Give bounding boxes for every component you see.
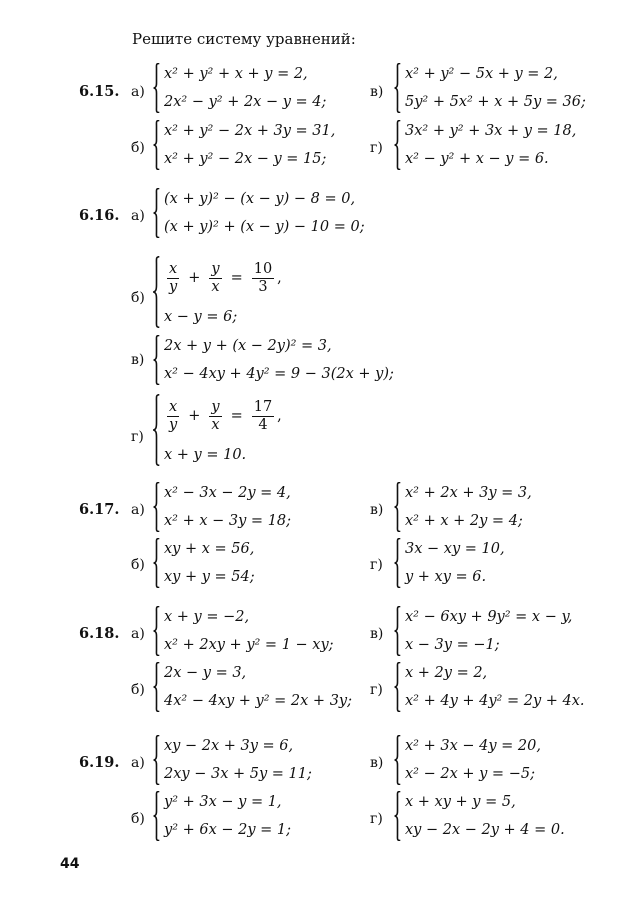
system-6-16-v (153, 335, 394, 385)
eq-line: x² + y² − 5x + y = 2, (405, 66, 558, 82)
fraction: $\frac{17}{4}$ (253, 398, 273, 433)
eq-line: 3x² + y² + 3x + y = 18, (405, 123, 577, 139)
brace-icon (394, 662, 401, 712)
label-6-17-g: г) (370, 557, 383, 573)
eq-line: x² + 3x − 4y = 20, (405, 738, 541, 754)
eq-line: x² + x + 2y = 4; (405, 513, 523, 529)
brace-icon (153, 335, 160, 385)
label-6-15-a: а) (131, 84, 145, 100)
eq-line: 2xy − 3x + 5y = 11; (164, 766, 312, 782)
system-6-19-g (394, 791, 565, 841)
brace-icon (153, 791, 160, 841)
system-6-17-b (153, 538, 255, 588)
problem-number-6-17: 6.17. (79, 501, 120, 518)
system-6-16-g (153, 394, 282, 466)
system-6-18-a (153, 606, 334, 656)
eq-line: x² + y² − 2x + 3y = 31, (164, 123, 336, 139)
system-6-19-v (394, 735, 541, 785)
system-6-18-v (394, 606, 572, 656)
eq-line: 4x² − 4xy + y² = 2x + 3y; (164, 693, 352, 709)
problem-number-6-15: 6.15. (79, 83, 120, 100)
brace-icon (153, 735, 160, 785)
eq-line: (x + y)² + (x − y) − 10 = 0; (164, 219, 365, 235)
eq-line: 5y² + 5x² + x + 5y = 36; (405, 94, 586, 110)
fraction: $\frac{10}{3}$ (253, 260, 273, 295)
system-6-16-a (153, 188, 365, 238)
eq-line: x² + y² − 2x − y = 15; (164, 151, 327, 167)
brace-icon (153, 394, 160, 466)
system-6-17-v (394, 482, 532, 532)
eq-line-fraction: $\frac{x}{y}$ + $\frac{y}{x}$ = $\frac{17}{4}$ , (169, 398, 282, 433)
system-6-17-a (153, 482, 291, 532)
eq-line: y² + 3x − y = 1, (164, 794, 282, 810)
brace-icon (394, 791, 401, 841)
eq-line: 2x + y + (x − 2y)² = 3, (164, 338, 332, 354)
eq-line: x² − 6xy + 9y² = x − y, (405, 609, 573, 625)
label-6-17-v: в) (370, 502, 384, 518)
brace-icon (394, 735, 401, 785)
label-6-16-b: б) (131, 290, 145, 306)
eq-line: x² + 4y + 4y² = 2y + 4x. (405, 693, 585, 709)
system-6-19-a (153, 735, 312, 785)
brace-icon (394, 606, 401, 656)
eq-line: x − 3y = −1; (405, 637, 500, 653)
problem-number-6-16: 6.16. (79, 207, 120, 224)
system-6-15-v (394, 63, 586, 113)
label-6-19-a: а) (131, 755, 145, 771)
system-6-15-g (394, 120, 576, 170)
eq-line: y² + 6x − 2y = 1; (164, 822, 292, 838)
system-6-16-b (153, 256, 282, 328)
label-6-15-v: в) (370, 84, 384, 100)
fraction: $\frac{y}{x}$ (211, 398, 220, 433)
label-6-18-a: а) (131, 626, 145, 642)
eq-line: xy − 2x + 3y = 6, (164, 738, 294, 754)
eq-line: 2x² − y² + 2x − y = 4; (164, 94, 327, 110)
system-6-19-b (153, 791, 291, 841)
eq-line: x + y = −2, (164, 609, 250, 625)
label-6-17-b: б) (131, 557, 145, 573)
eq-line: 3x − xy = 10, (405, 541, 505, 557)
eq-line: x² + x − 3y = 18; (164, 513, 292, 529)
label-6-18-g: г) (370, 682, 383, 698)
brace-icon (153, 482, 160, 532)
brace-icon (394, 482, 401, 532)
brace-icon (394, 120, 401, 170)
label-6-17-a: а) (131, 502, 145, 518)
page-heading: Решите систему уравнений: (132, 30, 356, 48)
system-6-15-a (153, 63, 326, 113)
eq-line: xy + y = 54; (164, 569, 255, 585)
fraction: $\frac{y}{x}$ (211, 260, 220, 295)
brace-icon (153, 188, 160, 238)
page-number: 44 (60, 856, 80, 872)
problem-number-6-18: 6.18. (79, 625, 120, 642)
brace-icon (153, 662, 160, 712)
label-6-15-g: г) (370, 140, 383, 156)
brace-icon (153, 538, 160, 588)
label-6-18-v: в) (370, 626, 384, 642)
eq-line: x − y = 6; (164, 309, 238, 325)
system-6-17-g (394, 538, 505, 588)
eq-line: x² + 2xy + y² = 1 − xy; (164, 637, 334, 653)
brace-icon (153, 606, 160, 656)
eq-line: x + y = 10. (164, 447, 247, 463)
eq-line: x² − 3x − 2y = 4, (164, 485, 291, 501)
eq-line: x + 2y = 2, (405, 665, 488, 681)
brace-icon (153, 63, 160, 113)
brace-icon (153, 120, 160, 170)
system-6-18-b (153, 662, 352, 712)
fraction: $\frac{x}{y}$ (169, 260, 178, 295)
eq-line: xy + x = 56, (164, 541, 255, 557)
eq-line: x² − 4xy + 4y² = 9 − 3(2x + y); (164, 366, 394, 382)
eq-line: x² − 2x + y = −5; (405, 766, 535, 782)
label-6-19-v: в) (370, 755, 384, 771)
label-6-18-b: б) (131, 682, 145, 698)
label-6-19-b: б) (131, 811, 145, 827)
eq-line: (x + y)² − (x − y) − 8 = 0, (164, 191, 356, 207)
eq-line: x² − y² + x − y = 6. (405, 151, 549, 167)
eq-line: 2x − y = 3, (164, 665, 247, 681)
fraction: $\frac{x}{y}$ (169, 398, 178, 433)
eq-line: xy − 2x − 2y + 4 = 0. (405, 822, 565, 838)
label-6-16-a: а) (131, 208, 145, 224)
problem-number-6-19: 6.19. (79, 754, 120, 771)
label-6-19-g: г) (370, 811, 383, 827)
eq-line-fraction: $\frac{x}{y}$ + $\frac{y}{x}$ = $\frac{10}{3}$ , (169, 260, 282, 295)
brace-icon (394, 538, 401, 588)
eq-line: x² + 2x + 3y = 3, (405, 485, 532, 501)
system-6-15-b (153, 120, 335, 170)
eq-line: x + xy + y = 5, (405, 794, 516, 810)
brace-icon (153, 256, 160, 328)
label-6-16-g: г) (131, 429, 144, 445)
label-6-16-v: в) (131, 352, 145, 368)
brace-icon (394, 63, 401, 113)
system-6-18-g (394, 662, 585, 712)
eq-line: x² + y² + x + y = 2, (164, 66, 308, 82)
eq-line: y + xy = 6. (405, 569, 487, 585)
label-6-15-b: б) (131, 140, 145, 156)
